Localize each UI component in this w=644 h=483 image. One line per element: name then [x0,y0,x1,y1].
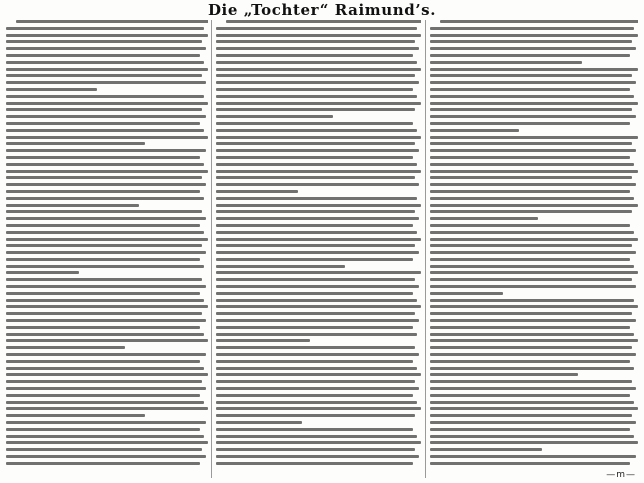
text-line [6,40,202,43]
text-line [216,149,419,152]
text-line [6,428,200,431]
text-line [216,380,415,383]
text-line [430,353,636,356]
text-line [430,88,630,91]
text-line [6,61,204,64]
text-line [6,319,206,322]
text-line [6,285,206,288]
text-line [430,251,636,254]
text-line [430,401,634,404]
text-line [216,305,421,308]
text-line [430,204,638,207]
text-line [6,183,206,186]
text-line [216,217,419,220]
text-line [216,394,413,397]
text-line [216,265,345,268]
text-line [216,95,417,98]
text-line [216,163,417,166]
text-line [216,238,421,241]
text-line [430,258,630,261]
text-line [6,68,208,71]
column-divider [211,20,212,478]
text-line [6,217,206,220]
text-line [430,455,636,458]
text-line [216,448,415,451]
text-line [6,244,202,247]
text-line [6,373,208,376]
text-line [216,129,417,132]
text-line [6,74,202,77]
text-line [440,20,638,23]
text-line [430,34,638,37]
text-line [430,448,542,451]
text-line [6,88,97,91]
text-line [216,81,419,84]
text-line [6,176,202,179]
text-line [430,312,632,315]
text-line [216,183,419,186]
text-line [430,238,638,241]
text-line [216,40,415,43]
text-line [430,387,636,390]
text-line [430,61,582,64]
text-line [6,34,208,37]
end-mark: —m— [606,470,636,480]
text-line [216,244,415,247]
text-line [430,360,630,363]
text-line [216,190,298,193]
text-line [6,224,200,227]
text-line [216,156,413,159]
text-line [216,333,417,336]
text-line [216,346,415,349]
text-line [430,122,630,125]
text-line [216,34,421,37]
text-line [216,285,419,288]
text-line [6,339,208,342]
text-line [6,353,206,356]
text-line [6,312,202,315]
text-line [216,360,413,363]
text-line [6,251,206,254]
text-line [216,278,415,281]
text-line [6,81,206,84]
text-line [216,462,413,465]
text-line [430,380,632,383]
text-line [6,149,206,152]
text-line [6,136,208,139]
text-line [216,61,417,64]
text-line [6,271,79,274]
text-line [430,435,634,438]
text-line [430,292,503,295]
text-line [216,142,415,145]
text-line [6,190,200,193]
text-line [430,136,638,139]
text-line [16,20,208,23]
text-line [430,183,636,186]
text-line [6,278,202,281]
text-line [6,265,204,268]
text-line [6,102,208,105]
text-line [216,47,419,50]
text-line [216,326,413,329]
text-line [430,339,638,342]
text-line [430,265,634,268]
text-line [216,271,421,274]
text-line [6,108,202,111]
text-line [6,210,202,213]
text-line [430,285,636,288]
text-line [216,421,302,424]
text-line [430,108,632,111]
text-line [6,380,202,383]
text-line [430,278,632,281]
text-line [430,102,638,105]
text-line [6,394,200,397]
text-line [216,319,419,322]
text-line [6,122,200,125]
text-line [216,455,419,458]
text-line [430,333,634,336]
text-line [6,441,208,444]
text-line [6,387,206,390]
text-line [216,54,413,57]
text-line [6,462,200,465]
text-line [6,258,200,261]
text-line [216,251,419,254]
text-column-2 [216,20,421,478]
text-line [216,210,415,213]
text-line [430,81,636,84]
text-line [430,346,632,349]
text-line [6,204,139,207]
text-line [216,27,417,30]
text-line [430,54,630,57]
text-line [216,312,415,315]
text-line [216,176,415,179]
text-line [6,401,204,404]
text-line [430,224,630,227]
text-line [430,271,638,274]
text-line [6,238,208,241]
text-line [430,421,636,424]
text-line [216,231,417,234]
text-line [6,360,200,363]
text-line [6,54,200,57]
text-line [430,142,632,145]
text-line [430,95,634,98]
column-divider [425,20,426,478]
text-line [6,305,208,308]
text-line [430,27,634,30]
text-line [430,170,638,173]
text-line [6,292,200,295]
text-line [216,299,417,302]
text-line [216,387,419,390]
text-line [6,367,204,370]
text-line [430,231,634,234]
text-line [430,163,634,166]
text-line [430,190,630,193]
text-line [430,210,632,213]
text-line [216,74,415,77]
text-line [430,40,632,43]
text-line [430,68,638,71]
text-line [216,353,419,356]
text-line [6,129,204,132]
text-line [6,407,208,410]
text-line [6,170,208,173]
text-line [216,428,413,431]
text-line [430,319,636,322]
text-line [6,346,125,349]
text-line [430,414,632,417]
text-line [6,115,206,118]
text-line [216,102,421,105]
text-line [430,176,632,179]
text-line [6,448,202,451]
text-line [216,258,413,261]
text-line [430,244,632,247]
text-line [216,108,415,111]
text-line [216,122,413,125]
text-line [216,136,421,139]
text-line [216,170,421,173]
text-line [430,299,634,302]
text-line [6,27,204,30]
text-line [430,149,636,152]
text-line [6,333,204,336]
text-line [6,95,204,98]
text-line [430,197,634,200]
text-line [6,455,206,458]
text-line [430,129,519,132]
text-line [6,47,206,50]
text-line [430,156,630,159]
text-column-1 [6,20,208,478]
text-line [430,305,638,308]
text-line [430,326,630,329]
text-line [430,217,538,220]
text-line [430,428,630,431]
text-line [216,197,417,200]
text-line [6,197,204,200]
text-line [216,339,310,342]
article-title: Die „Tochter“ Raimund’s. [207,1,437,19]
text-line [216,367,417,370]
text-line [216,88,413,91]
text-line [216,407,421,410]
text-line [6,231,204,234]
text-line [216,414,415,417]
text-line [430,462,630,465]
text-line [216,224,413,227]
text-line [216,292,413,295]
text-line [430,367,634,370]
text-line [430,394,630,397]
text-line [226,20,421,23]
text-line [430,373,578,376]
text-line [6,435,204,438]
text-line [216,204,421,207]
text-line [6,299,204,302]
text-line [6,421,206,424]
text-column-3 [430,20,638,478]
text-line [216,115,333,118]
text-line [216,401,417,404]
text-line [6,163,204,166]
text-line [6,142,145,145]
text-line [216,373,421,376]
text-line [216,68,421,71]
text-line [216,435,417,438]
text-line [430,441,638,444]
text-line [430,407,638,410]
text-line [430,47,636,50]
text-line [6,414,145,417]
text-line [6,326,200,329]
text-line [430,115,636,118]
text-line [430,74,632,77]
text-line [6,156,200,159]
text-line [216,441,421,444]
